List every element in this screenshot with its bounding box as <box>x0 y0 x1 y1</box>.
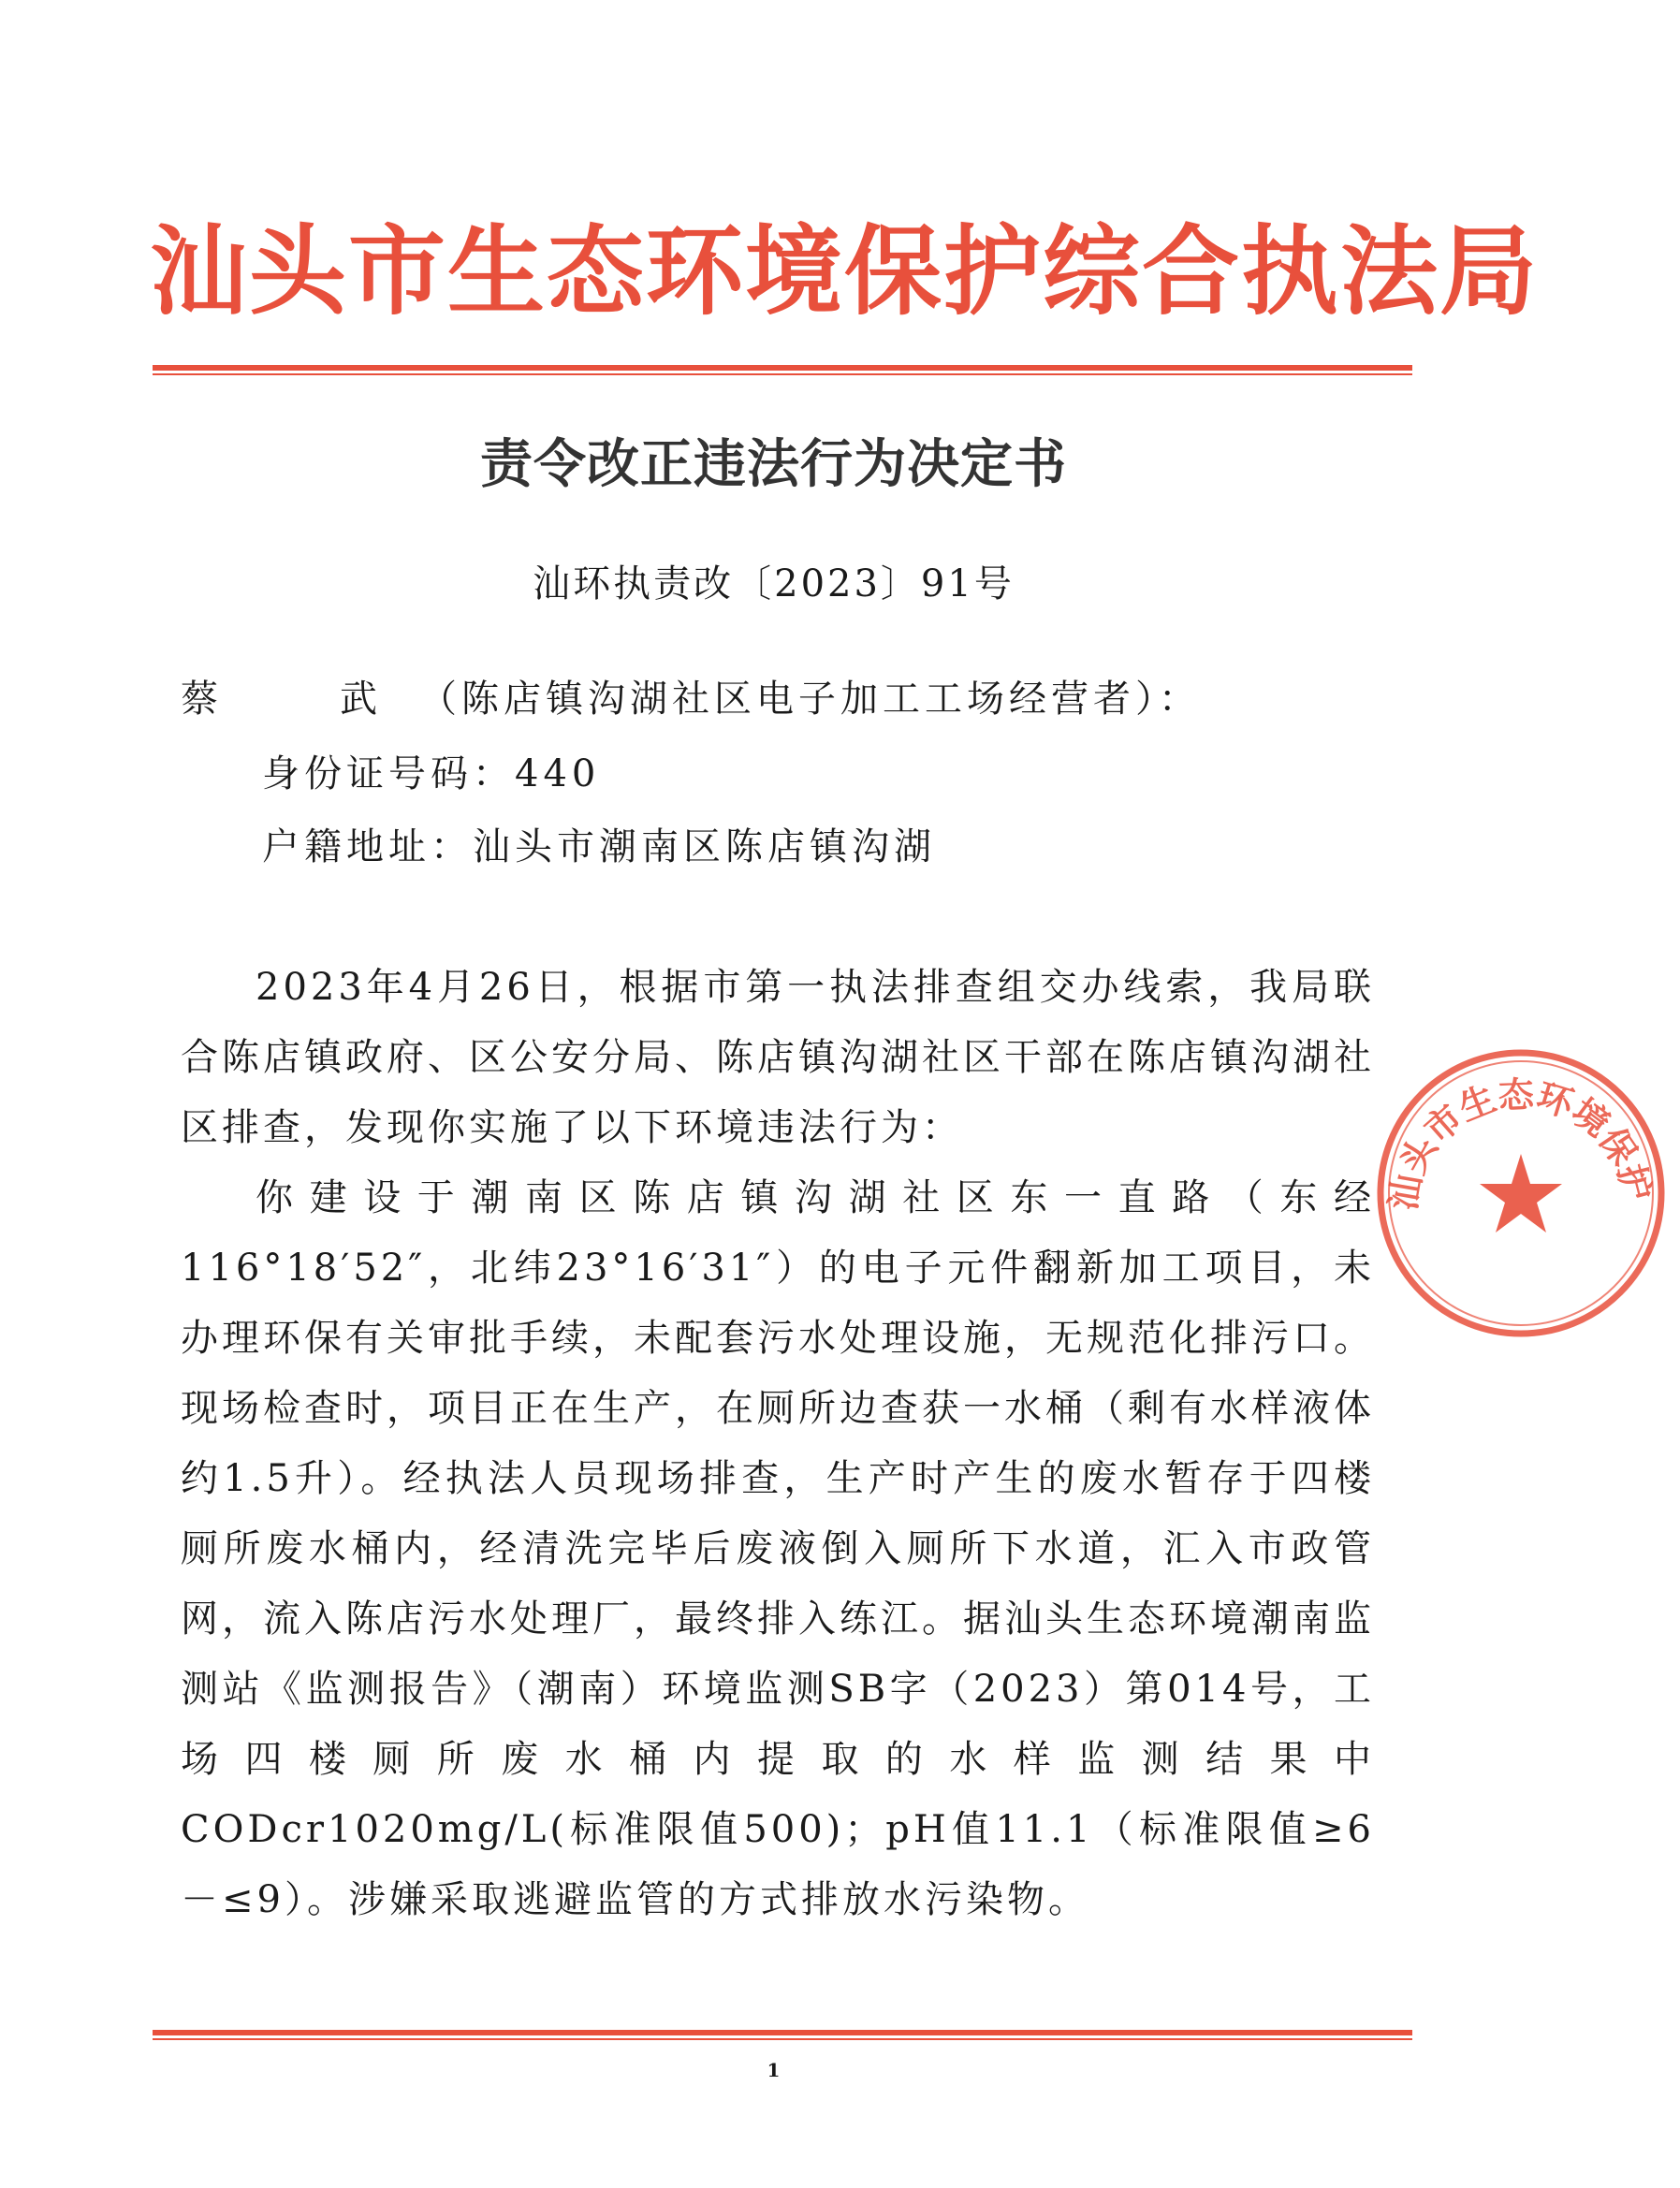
footer-rule-thin <box>153 2038 1412 2040</box>
recipient-line <box>181 669 1201 722</box>
document-title: 责令改正违法行为决定书 <box>480 434 1067 495</box>
recipient-name: 蔡 武 <box>181 678 419 721</box>
header-rule-thick <box>153 365 1412 371</box>
body-paragraph: 2023年4月26日，根据市第一执法排查组交办线索，我局联合陈店镇政府、区公安分局、陈店镇沟湖社区干部在陈店镇沟湖社区排查，发现你实施了以下环境违法行为： <box>181 966 1375 1149</box>
agency-header: 汕头市生态环境保护综合执法局 <box>150 213 1540 328</box>
address-line: 户籍地址：汕头市潮南区陈店镇沟湖 <box>262 825 936 868</box>
id-number-line: 身份证号码：440 <box>262 752 601 795</box>
official-seal <box>1362 1034 1680 1352</box>
star-icon <box>1480 1154 1562 1233</box>
body-text <box>181 953 1375 1935</box>
page-number: 1 <box>767 2059 781 2081</box>
recipient-description: （陈店镇沟湖社区电子加工工场经营者）： <box>419 678 1201 721</box>
header-rule-thin <box>153 373 1412 375</box>
seal-text: 汕头市生态环境保护 <box>1381 1072 1660 1214</box>
body-paragraph: 你建设于潮南区陈店镇沟湖社区东一直路（东经116°18′52″，北纬23°16′31″）的电子元件翻新加工项目，未办理环保有关审批手续，未配套污水处理设施，无规范化排污口。现场检查时，项目正在生产，在厕所边查获一水桶（剩有水样液体约1.5升）。经执法人员现场排查，生产时产生的废水暂存于四楼厕所废水桶内，经清洗完毕后废液倒入厕所下水道，汇入市政管网，流入陈店污水处理厂，最终排入练江。据汕头生态环境潮南监测站《监测报告》（潮南）环境监测SB字（2023）第014号，工场四楼厕所废水桶内提取的水样监测结果中CODcr1020mg/L(标准限值500)；pH值11.1（标准限值≥6－≤9）。涉嫌采取逃避监管的方式排放水污染物。 <box>181 1176 1375 1921</box>
document-number: 汕环执责改〔2023〕91号 <box>533 562 1015 605</box>
footer-rule-thick <box>153 2030 1412 2035</box>
